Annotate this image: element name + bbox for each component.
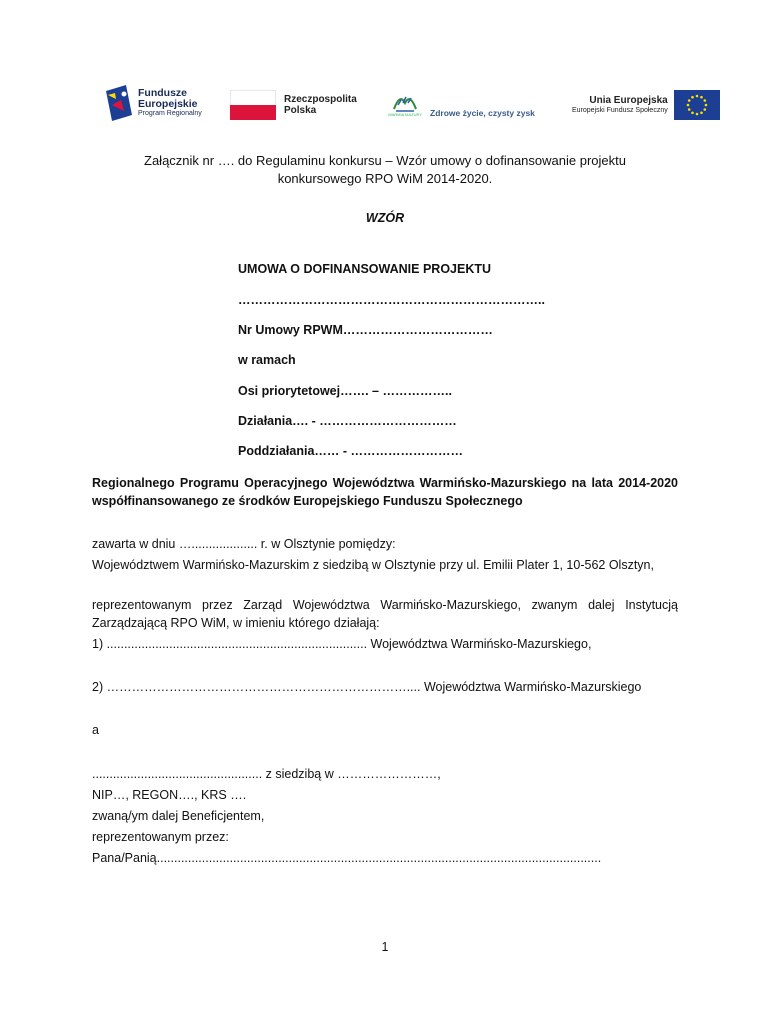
warmia-mazury-logo (388, 90, 535, 118)
heading-line2: konkursowego RPO WiM 2014-2020. (277, 171, 493, 186)
contract-date-line: zawarta w dniu …................... r. w Olsztynie pomiędzy: (92, 537, 396, 551)
project-name-placeholder: ……………………………………………………………….. (238, 293, 545, 307)
contract-title: UMOWA O DOFINANSOWANIE PROJEKTU (238, 262, 492, 276)
unia-europejska-logo (572, 90, 720, 120)
warmia-mazury-emblem-icon (392, 91, 418, 113)
warmia-slogan: Zdrowe życie, czysty zysk (430, 108, 535, 118)
beneficiary-ids: NIP…, REGON…., KRS …. (92, 788, 247, 802)
party-representation: reprezentowanym przez Zarząd Województwa Warmińsko-Mazurskiego, zwanym dalej Instytucją Zarządzającą RPO WiM, w imieniu którego działają: (92, 598, 678, 630)
conjunction-a: a (92, 723, 99, 737)
eu-flag-icon (674, 90, 720, 120)
polish-flag-icon (230, 90, 276, 120)
submeasure: Poddziałania…… - ……………………… (238, 444, 464, 458)
beneficiary-label: zwaną/ym dalej Beneficjentem, (92, 809, 265, 823)
fundusze-europejskie-logo (106, 85, 202, 121)
regional-program-text: Regionalnego Programu Operacyjnego Województwa Warmińsko-Mazurskiego na lata 2014-2020 współfinansowanego ze środków Europejskiego Funduszu Społecznego (92, 476, 678, 508)
rzeczpospolita-line1: Rzeczpospolita (284, 94, 357, 105)
measure: Działania…. - …………………………… (238, 414, 457, 428)
contract-number: Nr Umowy RPWM……………………………… (238, 323, 493, 337)
fundusze-logo-line1: Fundusze (138, 87, 187, 100)
attachment-heading (80, 152, 690, 188)
page-number: 1 (381, 940, 389, 954)
party-voivodeship: Województwem Warmińsko-Mazurskim z siedzibą w Olsztynie przy ul. Emilii Plater 1, 10-562 Olsztyn, (92, 558, 654, 572)
warmia-tiny-text: WARMIA MAZURY (388, 112, 423, 117)
w-ramach-label: w ramach (238, 353, 296, 367)
eu-logo-line2: Europejski Fundusz Społeczny (572, 106, 668, 114)
eu-logo-line1: Unia Europejska (589, 95, 668, 107)
beneficiary-seat: ................................................. z siedzibą w ……………………, (92, 767, 441, 781)
fundusze-logo-line2: Europejskie (138, 98, 198, 111)
rzeczpospolita-line2: Polska (284, 105, 317, 116)
representative-1: 1) ........................................................................... Województwa Warmińsko-Mazurskiego, (92, 637, 592, 651)
fundusze-logo-line3: Program Regionalny (138, 110, 202, 118)
logo-bar (0, 80, 770, 140)
heading-line1: Załącznik nr …. do Regulaminu konkursu – Wzór umowy o dofinansowanie projektu (144, 153, 626, 168)
beneficiary-representative: Pana/Panią................................................................................................................................ (92, 851, 602, 865)
wzor-label: WZÓR (365, 211, 405, 225)
rzeczpospolita-logo (230, 90, 357, 120)
representative-2: 2) ……………………………………………………………….... Województwa Warmińsko-Mazurskiego (92, 680, 642, 694)
beneficiary-represented-by: reprezentowanym przez: (92, 830, 229, 844)
fundusze-europejskie-emblem-icon (106, 85, 132, 121)
priority-axis: Osi priorytetowej……. – …………….. (238, 384, 452, 398)
